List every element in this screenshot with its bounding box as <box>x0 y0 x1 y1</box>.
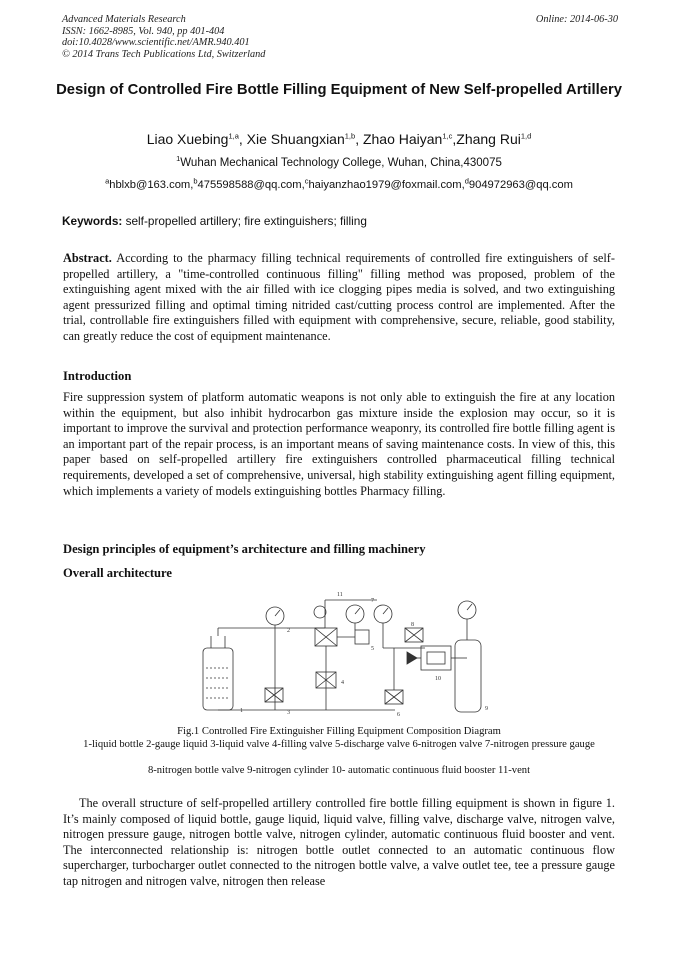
email-link[interactable]: haiyanzhao1979@foxmail.com <box>308 179 462 191</box>
figure-caption-title: Fig.1 Controlled Fire Extinguisher Filling Equipment Composition Diagram <box>177 726 501 737</box>
author-name: Zhang Rui <box>456 131 521 147</box>
affiliation-text: Wuhan Mechanical Technology College, Wuhan, China,430075 <box>180 157 502 169</box>
fig-label: 10 <box>435 676 441 682</box>
email-link[interactable]: 475598588@qq.com <box>197 179 302 191</box>
subsection-heading: Overall architecture <box>63 566 172 580</box>
fig-label: 11 <box>337 592 343 598</box>
abstract-text: According to the pharmacy filling technical requirements of controlled fire extinguishers of self-propelled artillery, a "time-controlled continuous filling" filling method was proposed, problem of the extinguishing agent mixed with the air filled with ice clogging pipes media is solved, and two extinguishing agent pressurized filling and optimal timing nitrided cast/cutting process control are implemented. After the trial, controllable fire extinguishers filled with equipment with comprehensive, secure, reliable, good stability, can greatly reduce the cost of equipment maintenance. <box>63 251 615 343</box>
author-list: Liao Xuebing$^{1,a}$, Xie Shuangxian$^{1,b}$, Zhao Haiyan$^{1,c}$,Zhang Rui$^{1,d}$ <box>146 131 532 147</box>
paper-title: Design of Controlled Fire Bottle Filling Equipment of New Self-propelled Artillery <box>56 82 622 98</box>
keywords-label: Keywords: <box>62 214 123 228</box>
fig-label: 5 <box>371 646 374 652</box>
journal-name: Advanced Materials Research <box>62 14 186 25</box>
overall-architecture-text: The overall structure of self-propelled artillery controlled fire bottle filling equipment is shown in figure 1. It’s mainly composed of liquid bottle, gauge liquid, liquid valve, filling valve, discharge valve, nitrogen valve, nitrogen pressure gauge, nitrogen bottle valve, nitrogen cylinder, automatic continuous fluid booster and vent. The interconnected relationship is: nitrogen bottle outlet connected to an automatic continuous flow supercharger, turbocharger outlet connected to the nitrogen bottle valve, a valve outlet tee, tee a pressure gauge tap nitrogen and nitrogen valve, nitrogen then release <box>63 796 615 888</box>
affiliation-sup: 1 <box>176 154 181 164</box>
fig-label: 7 <box>371 598 374 604</box>
issn: ISSN: 1662-8985, Vol. 940, pp 401-404 <box>62 25 225 37</box>
author-sup: 1,c <box>442 131 453 141</box>
fig-label: 6 <box>397 712 400 718</box>
doi: doi:10.4028/www.scientific.net/AMR.940.401 <box>62 37 250 49</box>
email-sup: d <box>464 176 469 186</box>
section-heading: Design principles of equipment’s architecture and filling machinery <box>63 542 426 556</box>
author-sup: 1,b <box>344 131 356 141</box>
keywords <box>62 214 618 228</box>
email-sup: a <box>105 176 110 186</box>
email-sup: c <box>304 176 309 186</box>
vent-circle-shape <box>314 606 326 618</box>
abstract <box>63 251 615 345</box>
figure-caption-legend-2: 8-nitrogen bottle valve 9-nitrogen cylinder 10- automatic continuous fluid booster 11-vent <box>147 765 531 776</box>
email-link[interactable]: 904972963@qq.com <box>468 179 573 191</box>
fig-label: 8 <box>411 622 414 628</box>
fig-label: 9 <box>485 706 488 712</box>
keywords-text: self-propelled artillery; fire extinguishers; filling <box>125 214 367 228</box>
fig-label: 2 <box>287 628 290 634</box>
journal-header <box>62 14 618 60</box>
affiliation <box>40 154 638 169</box>
equipment-diagram <box>195 588 511 720</box>
booster-shape <box>421 646 451 670</box>
introduction-text: Fire suppression system of platform automatic weapons is not only able to extinguish the fire at any location within the equipment, but also inhibit hydrocarbon gas mixture inside the explosion may occur, so it is important to improve the survival and protection performance weaponry, its controlled fire bottle filling agent is an important part of the repair process, is an important means of saving maintenance costs. In view of this, this paper based on self-propelled artillery fire extinguishers controlled pharmaceutical filling technical requirements, developed a set of comprehensive, universal, high stability extinguishing agent filling equipment, which implements a variety of models extinguishing bottles Pharmacy filling. <box>63 390 615 498</box>
author-name: Liao Xuebing <box>146 131 229 147</box>
online-date: Online: 2014-06-30 <box>535 14 618 25</box>
author-sup: 1,d <box>520 131 532 141</box>
email-list: $^a$hblxb@163.com,$^b$475598588@qq.com,$^c$haiyanzhao1979@foxmail.com,$^d$904972963@qq.com <box>105 176 573 191</box>
author-name: Xie Shuangxian <box>246 131 345 147</box>
email-sup: b <box>193 176 198 186</box>
abstract-label: Abstract. <box>63 251 112 265</box>
email-link[interactable]: hblxb@163.com <box>109 179 191 191</box>
author-sup: 1,a <box>228 131 239 141</box>
figure-caption-legend-1: 1-liquid bottle 2-gauge liquid 3-liquid valve 4-filling valve 5-discharge valve 6-nitrogen valve 7-nitrogen pressure gauge <box>83 739 595 750</box>
introduction-heading: Introduction <box>63 369 132 383</box>
copyright: © 2014 Trans Tech Publications Ltd, Switzerland <box>62 48 266 60</box>
fig-label: 1 <box>240 708 243 714</box>
fig-label: 3 <box>287 710 290 716</box>
author-name: Zhao Haiyan <box>362 131 443 147</box>
liquid-bottle-shape <box>203 648 233 710</box>
nitrogen-cylinder-shape <box>455 640 481 712</box>
fig-label: 4 <box>341 680 344 686</box>
